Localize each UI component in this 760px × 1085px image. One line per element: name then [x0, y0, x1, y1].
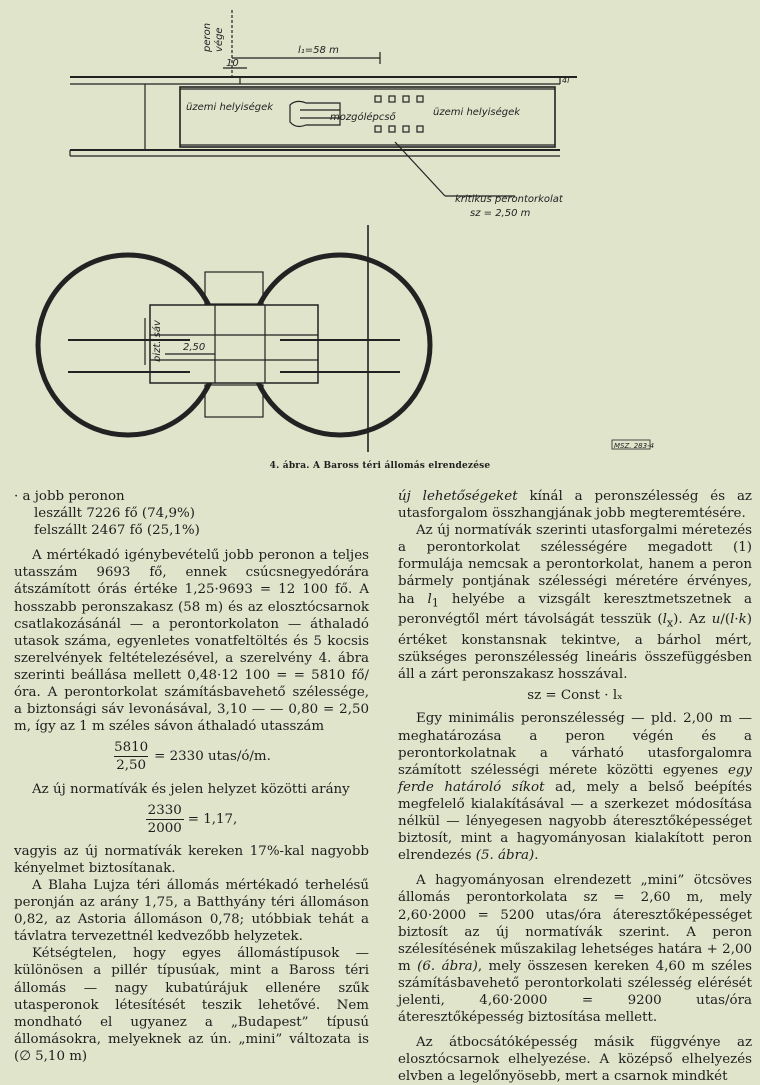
safety-strip-label: bizt. sáv [152, 320, 163, 362]
paragraph: A Blaha Lujza téri állomás mértékadó terhelésű peronján az arány 1,75, a Batthyány téri állomáson 0,82, az Astoria állomáson 0,78; utóbbiak tehát a távlatra tervezettnél kedvezőbb helyzetek. [14, 877, 369, 945]
paragraph: új lehetőségeket kínál a peronszélesség és az utasforgalom összhangjának jobb megteremtésére. [398, 489, 752, 522]
equation-1 [14, 739, 369, 774]
equation-2 [14, 802, 369, 837]
eq2-denominator: 2000 [147, 820, 182, 836]
paragraph: A hagyományosan elrendezett „mini” ötcsöves állomás perontorkolata sz = 2,60 m, mely 2,60·2000 = 5200 utas/óra áteresztőképességet biztosít az új normatívák szerint. A peron szélesítésének műszakilag lehetséges határa + 2,00 m (6. ábra), mely összesen kereken 4,60 m széles számításbavehető perontorkolati szélesség elérését jelenti, 4,60·2000 = 9200 utas/óra áteresztőképesség biztosítása mellett. [398, 873, 752, 1026]
dim-10-label: 10 [226, 58, 239, 69]
eq1-denominator: 2,50 [116, 758, 147, 774]
paragraph: Az átbocsátóképesség másik függvénye az elosztócsarnok elhelyezése. A középső elhelyezés elvben a legelőnyösebb, mert a csarnok mindkét [398, 1035, 752, 1085]
paragraph: Az új normatívák és jelen helyzet közötti arány [32, 781, 350, 797]
eq2-numerator: 2330 [147, 802, 182, 818]
paragraph: A mértékadó igénybevételű jobb peronon a teljes utasszám 9693 fő, ennek csúcsnegyedórára átszámított órás értéke 1,25·9693 = 12 100 fő. A hosszabb peronszakasz (58 m) és az elosztócsarnok csatlakozásánál — a perontorkolaton — áthaladó utasok száma, egyenletes vonatfeltöltés és 5 kocsis szerelvények feltételezésével, a szerelvény 4. ábra szerinti beállása mellett 0,48·12 100 = = 5810 fő/óra. A perontorkolat számításbavehető szélessége, a biztonsági sáv levonásával, 3,10 — — 0,80 = 2,50 m, így az 1 m széles sávon áthaladó utasszám [14, 548, 369, 735]
boarded-line: felszállt 2467 fő (25,1%) [34, 523, 200, 539]
figure-stamp: MSZ. 283-4 [614, 442, 655, 450]
utility-rooms-right-label: üzemi helyiségek [433, 107, 521, 118]
alighted-line: leszállt 7226 fő (74,9%) [34, 506, 195, 522]
width-formula: sz = Const · lₓ [527, 688, 623, 704]
peron-vege-label: peron [202, 22, 213, 52]
critical-width-label: sz = 2,50 m [470, 208, 531, 219]
peron-vege-label-2: vége [214, 27, 225, 52]
intro-line: · a jobb peronon [14, 489, 125, 504]
escalator-label: mozgólépcső [330, 112, 396, 123]
dim-l1-label: l₁=58 m [298, 45, 339, 56]
eq1-numerator: 5810 [114, 740, 149, 756]
station-layout-figure [0, 0, 760, 460]
eq1-result: = 2330 utas/ó/m. [154, 749, 271, 765]
utility-rooms-left-label: üzemi helyiségek [186, 102, 274, 113]
eq2-result: = 1,17, [187, 811, 238, 827]
dim-right-label: 4l [562, 76, 570, 85]
right-column [398, 488, 752, 1085]
left-column [14, 488, 369, 1065]
critical-mouth-label: kritikus perontorkolat [455, 194, 563, 205]
paragraph: vagyis az új normatívák kereken 17%-kal nagyobb kényelmet biztosítanak. [14, 843, 369, 876]
paragraph: Kétségtelen, hogy egyes állomástípusok — különösen a pillér típusúak, mint a Baross téri állomás — nagy kubatúrájuk ellenére szűk utasperonok létesítését teszik lehetővé. Nem mondható el ugyanez a „Budapest” típusú állomásokra, melyeknek az ún. „mini” változata is (∅ 5,10 m) [14, 946, 369, 1064]
figure-caption: 4. ábra. A Baross téri állomás elrendezése [269, 461, 491, 471]
paragraph: Az új normatívák szerinti utasforgalmi méretezés a perontorkolat szélességére megadott (1) formulája nemcsak a perontorkolat, hanem a peron bármely pontjának szélességi méretére érvényes, ha $l_1$ helyébe a vizsgált keresztmetszetnek a peronvégtől mért távolságát tesszük $(l_x)$. Az u/(l·k) értéket konstansnak tekintve, a bárhol mért, szükséges peronszélesség lineáris összefüggésben áll a zárt peronszakasz hosszával. [398, 523, 753, 683]
section-width-label: 2,50 [183, 342, 206, 353]
paragraph: Egy minimális peronszélesség — pld. 2,00 m — meghatározása a peron végén és a perontorkolatnak a várható utasforgalomra számított szélességi mérete közötti egyenes egy ferde határoló síkot ad, mely a belső beépítés megfelelő kialakításával — a szerkezet módosítása nélkül — lényegesen nagyobb áteresztőképességet biztosít, mint a hagyományosan kialakított peron elrendezés (5. ábra). [398, 711, 752, 864]
